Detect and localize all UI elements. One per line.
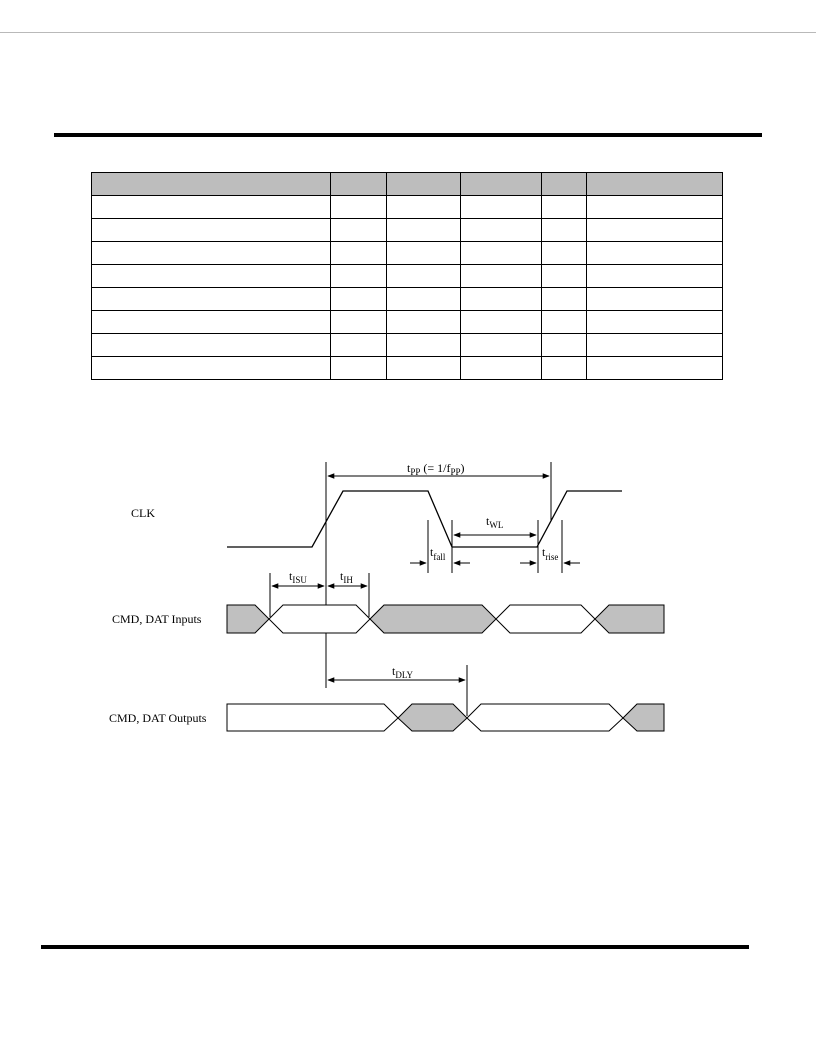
tih-label: $t_{IH}$ (340, 569, 353, 585)
clk-label: CLK (131, 506, 155, 520)
outputs-valid-region (467, 704, 623, 731)
tpp-label: $t_{PP}$ (= $1/f_{PP}$) (407, 461, 465, 477)
section-rule-bottom (41, 945, 749, 949)
inputs-valid-region (496, 605, 595, 633)
outputs-invalid-region (623, 704, 664, 731)
outputs-valid-region (227, 704, 398, 731)
outputs-invalid-region (398, 704, 467, 731)
outputs-bus-waveform (227, 704, 664, 731)
trise-label: $t_{rise}$ (542, 545, 559, 562)
inputs-invalid-region (227, 605, 269, 633)
tisu-label: $t_{ISU}$ (289, 569, 307, 585)
inputs-invalid-region (595, 605, 664, 633)
inputs-invalid-region (370, 605, 496, 633)
outputs-label: CMD, DAT Outputs (109, 711, 207, 725)
inputs-bus-waveform (227, 605, 664, 633)
twl-label: $t_{WL}$ (486, 514, 504, 530)
inputs-label: CMD, DAT Inputs (112, 612, 202, 626)
clk-waveform (227, 491, 622, 547)
inputs-valid-region (269, 605, 370, 633)
tdly-label: $t_{DLY}$ (392, 664, 413, 680)
tfall-label: $t_{fall}$ (430, 545, 446, 562)
